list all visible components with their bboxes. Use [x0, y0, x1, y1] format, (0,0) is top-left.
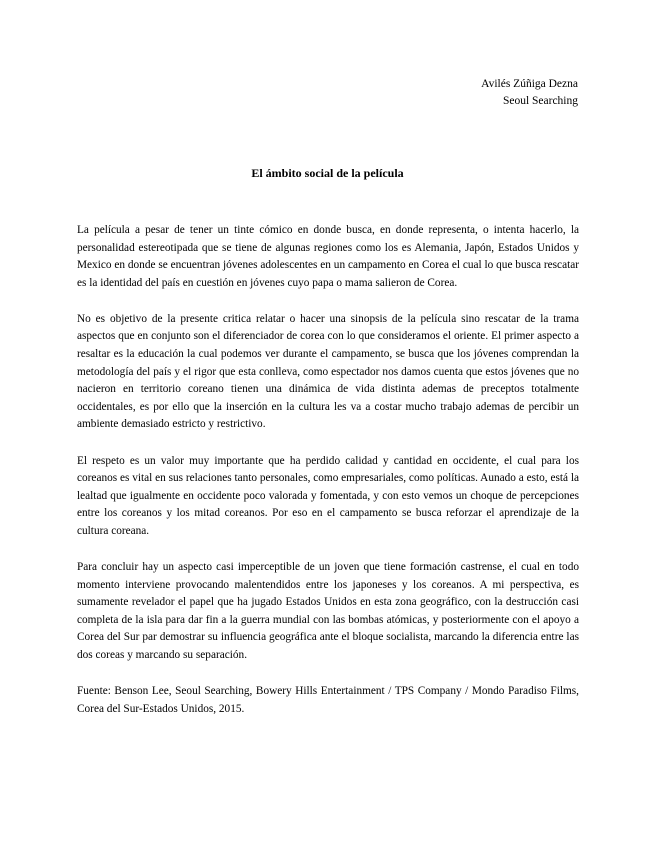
- paragraph-2: No es objetivo de la presente critica relatar o hacer una sinopsis de la película sino rescatar de la trama aspectos que en conjunto son el diferenciador de corea con lo que consideramos el oriente. El primer aspecto a resaltar es la educación la cual podemos ver durante el campamento, se busca que los jóvenes comprendan la metodología del país y el rigor que esta conlleva, como espectador nos damos cuenta que estos jóvenes que no nacieron en territorio coreano tienen una dinámica de vida distinta ademas de preceptos totalmente occidentales, es por ello que la inserción en la cultura les va a costar mucho trabajo ademas de percibir un ambiente demasiado estricto y restrictivo.: [77, 312, 579, 431]
- film-title: Seoul Searching: [502, 95, 578, 107]
- author-name: Avilés Zúñiga Dezna: [481, 78, 578, 90]
- paragraph-4: Para concluir hay un aspecto casi imperceptible de un joven que tiene formación castrense, el cual en todo momento interviene provocando malentendidos entre los japoneses y los coreanos. A mi perspectiva, es sumamente revelador el papel que ha jugado Estados Unidos en esta zona geográfico, con la destrucción casi completa de la isla para dar fin a la guerra mundial con las bombas atómicas, y posteriormente con el apoyo a Corea del Sur par demostrar su influencia geográfica ante el bloque socialista, marcando la diferencia entre las dos coreas y marcando su separación.: [77, 561, 579, 661]
- document-body: [77, 222, 579, 737]
- paragraph-3: El respeto es un valor muy importante que ha perdido calidad y cantidad en occidente, el cual para los coreanos es vital en sus relaciones tanto personales, como empresariales, como políticas. Aunado a esto, está la lealtad que igualmente en occidente poco valorada y fomentada, y con esto vemos un choque de percepciones entre los coreanos y los mitad coreanos. Por eso en el campamento se busca reforzar el aprendizaje de la cultura coreana.: [77, 454, 579, 537]
- source-citation: Fuente: Benson Lee, Seoul Searching, Bowery Hills Entertainment / TPS Company / Mondo Paradiso Films, Corea del Sur-Estados Unidos, 2015.: [77, 685, 579, 715]
- document-title: El ámbito social de la película: [251, 166, 404, 180]
- paragraph-1: La película a pesar de tener un tinte cómico en donde busca, en donde representa, o intenta hacerlo, la personalidad estereotipada que se tiene de algunas regiones como los es Alemania, Japón, Estados Unidos y Mexico en donde se encuentran jóvenes adolescentes en un campamento en Corea el cual lo que busca rescatar es la identidad del país en cuestión en jóvenes cuyo papa o mama salieron de Corea.: [77, 224, 579, 289]
- header-block: [481, 76, 578, 110]
